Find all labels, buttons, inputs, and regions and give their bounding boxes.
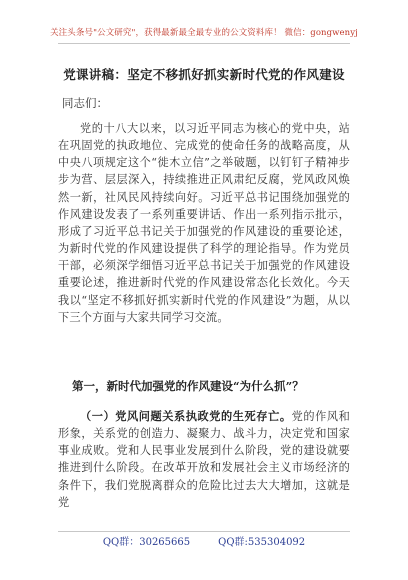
header-banner: 关注头条号"公文研究"，获得最新最全最专业的公文资料库！ 微信：gongwenyj [50, 28, 358, 38]
paragraph-intro: 党的十八大以来，以习近平同志为核心的党中央，站在巩固党的执政地位、完成党的使命任务的战略高度，从中央八项规定这个“徙木立信”之举破题，以钉钉子精神步步为营、层层深入，持续推进正风肃纪反腐，党风政风焕然一新，社风民风持续向好。习近平总书记围绕加强党的作风建设发表了一系列重要讲话、作出一系列指示批示，形成了习近平总书记关于加强党的作风建设的重要论述，为新时代党的作风建设提供了科学的理论指导。作为党员干部，必须深学细悟习近平总书记关于加强党的作风建设重要论述，推进新时代党的作风建设常态化长效化。今天我以“坚定不移抓好抓实新时代党的作风建设”为题，从以下三个方面与大家共同学习交流。 [58, 122, 350, 324]
header-divider [58, 43, 350, 44]
subsection-body: 党的作风和形象，关系党的创造力、凝聚力、战斗力，决定党和国家事业成败。党和人民事业发展到什么阶段，党的建设就要推进到什么阶段。在改革开放和发展社会主义市场经济的条件下，我们党脱离群众的危险比过去大大增加，这就是党 [58, 410, 350, 509]
document-title: 党课讲稿：坚定不移抓好抓实新时代党的作风建设 [63, 67, 345, 82]
footer-qq-group-1: QQ群：30265665 [102, 537, 191, 548]
salutation: 同志们： [62, 96, 108, 110]
footer-qq-group-2: QQ群:535304092 [218, 537, 306, 548]
paragraph-section-1-1 [58, 408, 350, 511]
subsection-lead: （一）党风问题关系执政党的生死存亡。 [80, 409, 292, 423]
footer-divider [58, 531, 350, 532]
section-heading-1: 第一，新时代加强党的作风建设“为什么抓”？ [72, 379, 304, 393]
footer [0, 536, 408, 550]
